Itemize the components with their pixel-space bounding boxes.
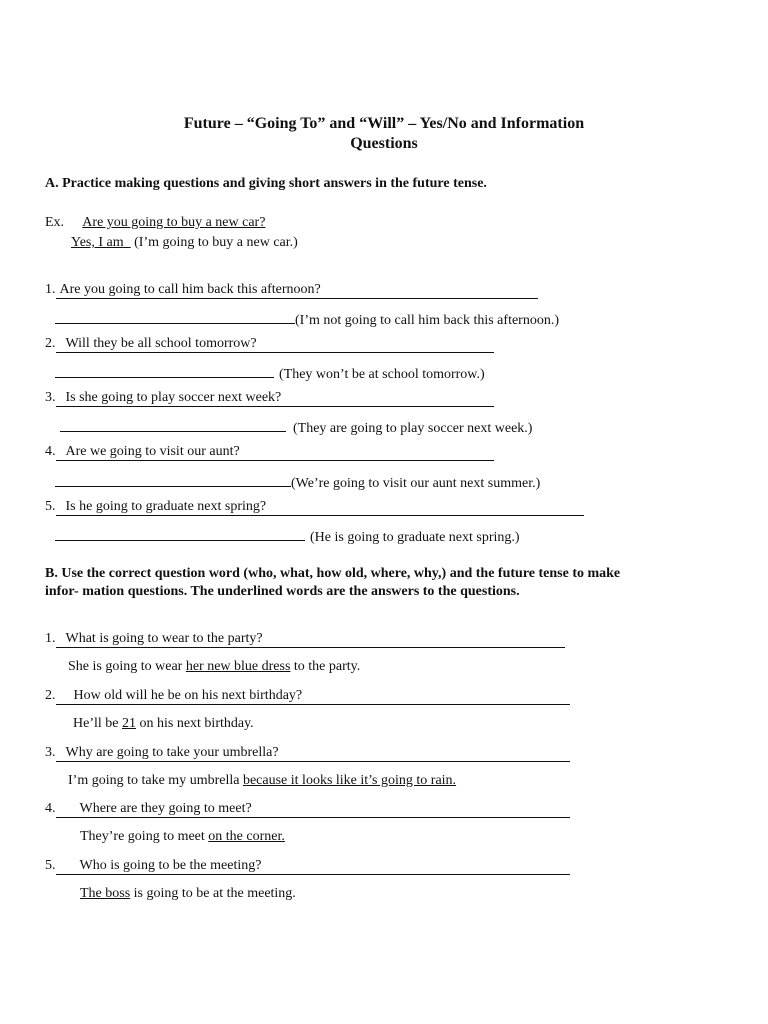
written-question: Where are they going to meet?: [79, 801, 252, 816]
item-number: 1.: [45, 282, 56, 297]
short-answer-blank[interactable]: [55, 362, 274, 378]
answer-blank[interactable]: [56, 444, 494, 461]
example-row: [45, 214, 265, 232]
written-question: What is going to wear to the party?: [65, 631, 263, 646]
b-item-4-answer: [80, 828, 285, 846]
section-a-heading: A. Practice making questions and giving short answers in the future tense.: [45, 176, 487, 191]
written-question: Is he going to graduate next spring?: [65, 499, 267, 514]
short-answer-blank[interactable]: [55, 471, 291, 487]
written-question: Why are going to take your umbrella?: [65, 745, 279, 760]
given-answer: (We’re going to visit our aunt next summer.): [291, 476, 541, 491]
underlined-answer: on the corner.: [208, 829, 285, 844]
example-answer-row: [71, 234, 298, 252]
item-number: 2.: [45, 688, 56, 703]
example-question: Are you going to buy a new car?: [82, 215, 266, 230]
b-item-1-question-row: [45, 630, 565, 648]
answer-blank[interactable]: [56, 390, 494, 407]
page-title-line1: Future – “Going To” and “Will” – Yes/No and Information: [183, 115, 585, 132]
given-answer: (I’m not going to call him back this afternoon.): [295, 313, 559, 328]
b-item-2-question-row: [45, 687, 570, 705]
written-question: Is she going to play soccer next week?: [65, 390, 282, 405]
section-b-heading-line1: B. Use the correct question word (who, what, how old, where, why,) and the future tense to make: [45, 566, 621, 581]
written-question: Who is going to be the meeting?: [79, 858, 262, 873]
answer-text: to the party.: [290, 659, 361, 674]
answer-blank[interactable]: [56, 631, 565, 648]
section-b-heading-line2: infor- mation questions. The underlined words are the answers to the questions.: [45, 584, 520, 599]
underlined-answer: her new blue dress: [185, 659, 291, 674]
written-question: Will they be all school tomorrow?: [65, 336, 257, 351]
answer-blank[interactable]: [56, 688, 570, 705]
answer-blank[interactable]: [56, 499, 584, 516]
b-item-2-answer: [73, 715, 254, 733]
written-question: Are we going to visit our aunt?: [65, 444, 240, 459]
answer-blank[interactable]: [56, 282, 538, 299]
example-short-answer: Yes, I am: [71, 235, 124, 250]
b-item-3-answer: [68, 772, 456, 790]
answer-blank[interactable]: [56, 336, 494, 353]
a-item-3-question-row: [45, 389, 494, 407]
b-item-5-answer: [80, 885, 296, 903]
answer-blank[interactable]: [56, 858, 570, 875]
a-item-3-answer-row: [60, 416, 532, 438]
item-number: 4.: [45, 801, 56, 816]
answer-text: She is going to wear: [68, 659, 186, 674]
a-item-2-answer-row: [55, 362, 485, 384]
answer-text: is going to be at the meeting.: [130, 886, 296, 901]
short-answer-blank[interactable]: [55, 525, 305, 541]
page-title-line2: Questions: [350, 135, 418, 152]
b-item-3-question-row: [45, 744, 570, 762]
item-number: 3.: [45, 390, 56, 405]
underlined-answer: The boss: [80, 886, 131, 901]
written-question: Are you going to call him back this afternoon?: [59, 282, 321, 297]
a-item-5-question-row: [45, 498, 584, 516]
example-full-answer: (I’m going to buy a new car.): [134, 235, 298, 250]
item-number: 5.: [45, 499, 56, 514]
a-item-2-question-row: [45, 335, 494, 353]
a-item-5-answer-row: [55, 525, 520, 547]
b-item-5-question-row: [45, 857, 570, 875]
a-item-4-answer-row: [55, 471, 540, 493]
given-answer: (They are going to play soccer next week.): [293, 421, 533, 436]
underlined-answer: because it looks like it’s going to rain.: [242, 773, 457, 788]
a-item-1-answer-row: [55, 308, 559, 330]
item-number: 4.: [45, 444, 56, 459]
answer-text: on his next birthday.: [135, 716, 254, 731]
answer-text: He’ll be: [73, 716, 122, 731]
given-answer: (They won’t be at school tomorrow.): [279, 367, 485, 382]
item-number: 2.: [45, 336, 56, 351]
answer-blank[interactable]: [56, 801, 570, 818]
a-item-1-question-row: [45, 281, 538, 299]
short-answer-blank[interactable]: [60, 416, 286, 432]
item-number: 1.: [45, 631, 56, 646]
example-label: Ex.: [45, 215, 65, 230]
a-item-4-question-row: [45, 443, 494, 461]
item-number: 5.: [45, 858, 56, 873]
given-answer: (He is going to graduate next spring.): [310, 530, 520, 545]
answer-text: They’re going to meet: [80, 829, 209, 844]
short-answer-blank[interactable]: [55, 308, 295, 324]
b-item-1-answer: [68, 658, 360, 676]
underlined-answer: 21: [121, 716, 136, 731]
b-item-4-question-row: [45, 800, 570, 818]
written-question: How old will he be on his next birthday?: [73, 688, 303, 703]
answer-text: I’m going to take my umbrella: [68, 773, 243, 788]
item-number: 3.: [45, 745, 56, 760]
answer-blank[interactable]: [56, 745, 570, 762]
